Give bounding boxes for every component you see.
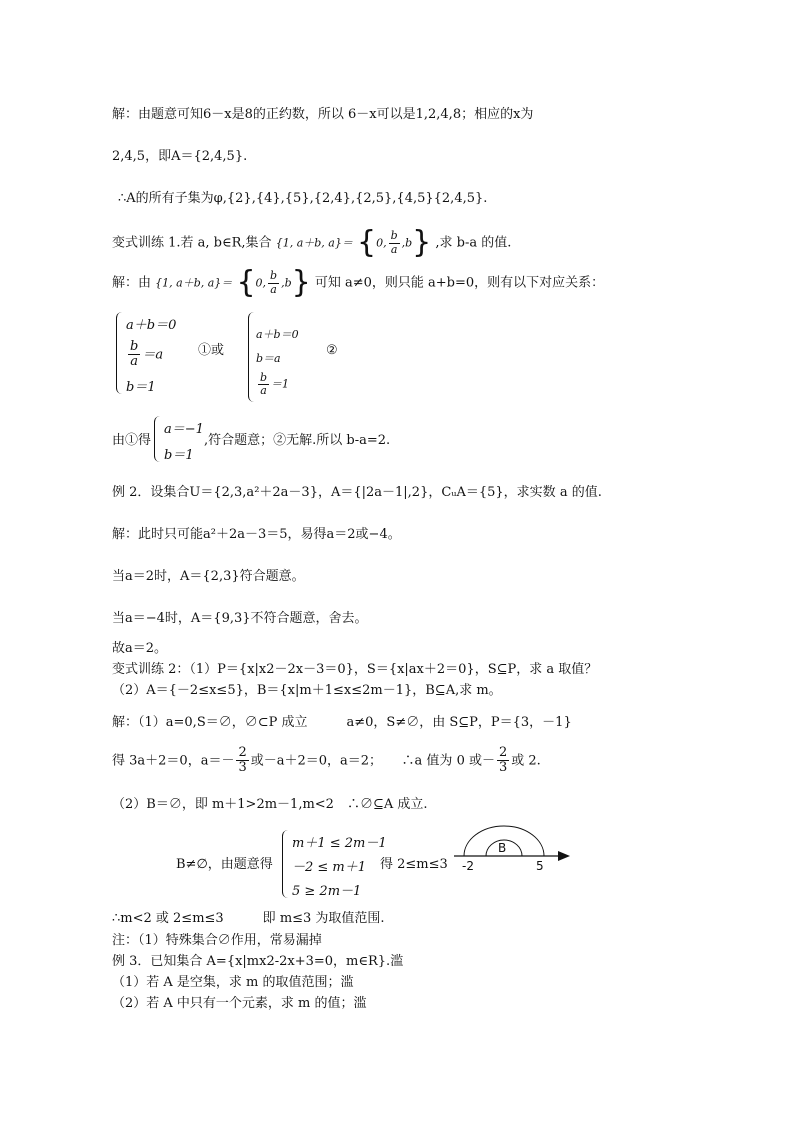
line-exercise-2-part2: （2）A＝{－2≤x≤5}，B＝{x|m＋1≤x≤2m－1}，B⊆A,求 m。: [112, 683, 502, 698]
line-b-nonempty-suffix: 得 2≤m≤3: [380, 857, 448, 872]
line-solution-3-part2: （2）B＝∅，即 m＋1>2m－1,m<2 ∴∅⊆A 成立.: [112, 797, 428, 812]
line-case-a-4: 当a＝−4时，A＝{9,3}不符合题意，舍去。: [112, 611, 368, 626]
sol3-suffix: 或 2.: [511, 753, 541, 769]
number-line-b-label: B: [498, 841, 507, 855]
fraction-2-over-3-b: $\frac{2}{3}$: [498, 745, 508, 776]
set-b: ,b: [401, 236, 413, 250]
line-exercise-2-part1: 变式训练 2：（1）P＝{x|x2－2x－3＝0}，S＝{x|ax＋2＝0}，S⊆P，求 a 取值？: [112, 662, 598, 677]
sol3-middle: 或－a＋2＝0，a＝2； ∴a 值为 0 或－: [250, 753, 495, 769]
line-example-3: 例 3．已知集合 A={x|mx2-2x+3=0，m∈R}.滥: [112, 954, 404, 969]
system-3-eq3: 5 ≥ 2m－1: [292, 884, 362, 899]
set-zero: 0,: [376, 236, 387, 250]
line-exercise-1: [112, 225, 512, 260]
number-line-arrow: [558, 851, 570, 861]
set-b-2: ,b: [281, 276, 292, 290]
system-1: [112, 312, 212, 396]
line-result-1-suffix: ,符合题意；②无解.所以 b-a=2.: [204, 433, 391, 448]
system-2: [248, 312, 328, 404]
solution-1-suffix: 可知 a≠0，则只能 a+b=0，则有以下对应关系：: [314, 275, 605, 291]
line-solution-3: 解：（1）a=0,S＝∅，∅⊂P 成立 a≠0，S≠∅，由 S⊆P，P＝{3，－1}: [112, 715, 572, 730]
system-1-brace: [116, 312, 123, 394]
exercise-1-prefix: 变式训练 1.若 a, b∈R,集合: [112, 235, 272, 251]
number-line-right-label: 5: [536, 859, 544, 873]
line-set-a: 2,4,5，即A＝{2,4,5}.: [112, 149, 248, 164]
system-1-eq1: a＋b＝0: [126, 318, 177, 333]
system-2-brace: [248, 312, 254, 402]
line-example-3-q1: （1）若 A 是空集，求 m 的取值范围；滥: [112, 975, 354, 990]
fraction-b-over-a: $\frac{b}{a}$: [390, 229, 398, 256]
system-result-eq2: b＝1: [164, 448, 194, 463]
line-note: 注：（1）特殊集合∅作用，常易漏掉: [112, 933, 322, 948]
system-1-eq2: $\frac{b}{a}$ ＝a: [130, 339, 164, 370]
line-example-2: 例 2．设集合U＝{2,3,a²＋2a－3}，A＝{|2a－1|,2}，CᵤA＝{5}，求实数 a 的值.: [112, 485, 602, 500]
system-2-eq2: b＝a: [256, 352, 281, 365]
exercise-1-suffix: ,求 b-a 的值.: [435, 235, 512, 251]
system-result-eq1: a＝−1: [164, 422, 204, 437]
line-solution-1: [112, 265, 605, 300]
system-3-eq2: －2 ≤ m＋1: [292, 860, 367, 875]
system-1-eq3: b＝1: [126, 380, 156, 395]
system-2-eq3: $\frac{b}{a}$ ＝1: [260, 371, 290, 398]
line-solution-intro: 解：由题意可知6－x是8的正约数，所以 6－x可以是1,2,4,8；相应的x为: [112, 107, 534, 122]
system-3-brace: [282, 830, 289, 898]
solution-1-left-set: {1, a＋b, a}＝: [155, 276, 233, 290]
mark-2: ②: [326, 343, 338, 358]
brace-close: }: [412, 225, 432, 260]
number-line-left-label: -2: [462, 859, 474, 873]
mark-1: ①或: [198, 343, 225, 358]
system-result-brace: [154, 416, 160, 462]
line-conclusion-2: 故a＝2。: [112, 641, 168, 656]
line-subsets: ∴A的所有子集为φ,{2},{4},{5},{2,4},{2,5},{4,5}{2,4,5}.: [118, 191, 488, 206]
line-solution-2: 解：此时只可能a²＋2a－3＝5，易得a＝2或−4。: [112, 527, 401, 542]
line-result-1-prefix: 由①得: [112, 433, 152, 448]
brace-open-2: {: [236, 265, 256, 300]
set-zero-2: 0,: [255, 276, 267, 290]
system-3: [282, 830, 392, 900]
line-b-nonempty-prefix: B≠∅，由题意得: [176, 857, 273, 872]
line-case-a2: 当a＝2时，A＝{2,3}符合题意。: [112, 569, 305, 584]
brace-open: {: [356, 225, 377, 260]
line-range-result: ∴m<2 或 2≤m≤3 即 m≤3 为取值范围.: [112, 911, 385, 926]
line-example-3-q2: （2）若 A 中只有一个元素，求 m 的值；滥: [112, 996, 367, 1011]
brace-close-2: }: [291, 265, 311, 300]
fraction-2-over-3: $\frac{2}{3}$: [238, 745, 247, 776]
fraction-b-over-a-2: $\frac{b}{a}$: [270, 269, 278, 296]
system-3-eq1: m＋1 ≤ 2m－1: [292, 836, 387, 851]
system-2-eq1: a＋b＝0: [256, 328, 299, 341]
sol3-prefix: 得 3a＋2＝0，a＝－: [112, 753, 235, 769]
exercise-1-left-set: {1, a＋b, a}＝: [275, 236, 353, 250]
solution-1-prefix: 解：由: [112, 275, 152, 291]
line-solution-3-values: [112, 746, 541, 776]
